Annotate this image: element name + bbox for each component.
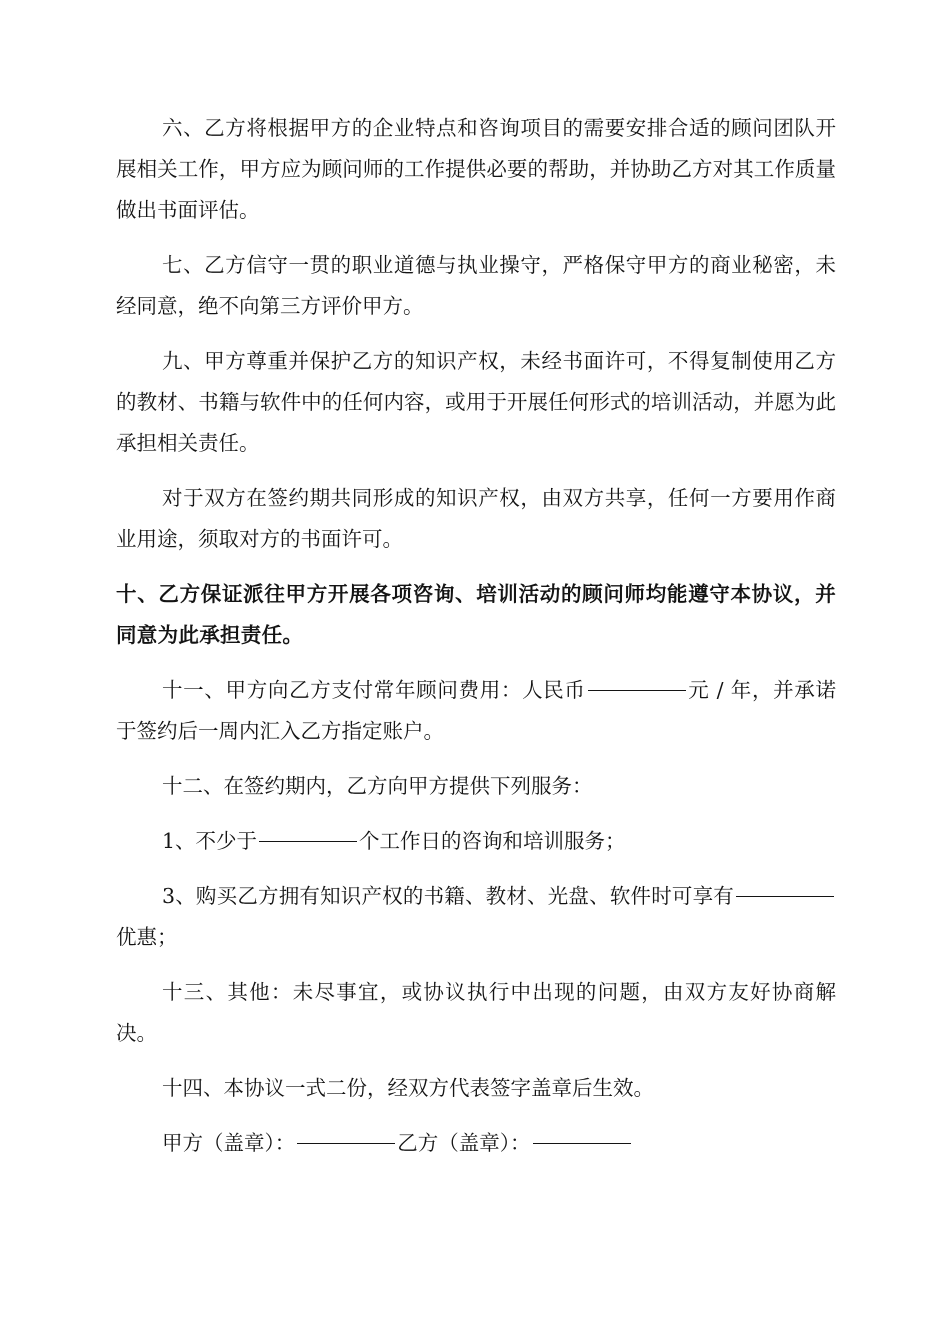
- clause-6: 六、乙方将根据甲方的企业特点和咨询项目的需要安排合适的顾问团队开展相关工作，甲方应为顾问师的工作提供必要的帮助，并协助乙方对其工作质量做出书面评估。: [116, 116, 836, 222]
- clause-14: 十四、本协议一式二份，经双方代表签字盖章后生效。: [162, 1076, 654, 1100]
- clause-13: 十三、其他：未尽事宜，或协议执行中出现的问题，由双方友好协商解决。: [116, 980, 836, 1045]
- service-item-1-text-after: 个工作日的咨询和培训服务；: [359, 829, 626, 853]
- clause-7: 七、乙方信守一贯的职业道德与执业操守，严格保守甲方的商业秘密，未经同意，绝不向第三方评价甲方。: [116, 253, 836, 318]
- signature-line: [116, 1123, 836, 1164]
- service-item-3-text-after: 优惠；: [116, 925, 178, 949]
- party-b-seal-label: 乙方（盖章）：: [397, 1131, 531, 1155]
- clause-11-text-after: 元 / 年，并承诺于签约后一周内汇入乙方指定账户。: [116, 678, 836, 743]
- workdays-blank: [259, 840, 357, 842]
- clause-9: 九、甲方尊重并保护乙方的知识产权，未经书面许可，不得复制使用乙方的教材、书籍与软件中的任何内容，或用于开展任何形式的培训活动，并愿为此承担相关责任。: [116, 349, 836, 455]
- discount-blank: [736, 895, 834, 897]
- clause-10: 十、乙方保证派往甲方开展各项咨询、培训活动的顾问师均能遵守本协议，并同意为此承担责任。: [116, 582, 836, 647]
- service-item-1-text-before: 1、不少于: [162, 829, 258, 853]
- clause-11-text-before: 十一、甲方向乙方支付常年顾问费用：人民币: [162, 678, 586, 702]
- service-item-3-text-before: 3、购买乙方拥有知识产权的书籍、教材、光盘、软件时可享有: [162, 884, 734, 908]
- clause-9-ip-sharing: 对于双方在签约期共同形成的知识产权，由双方共享，任何一方要用作商业用途，须取对方的书面许可。: [116, 486, 836, 551]
- party-a-seal-blank: [297, 1142, 395, 1144]
- clause-12: 十二、在签约期内，乙方向甲方提供下列服务：: [162, 774, 593, 798]
- document-body: [116, 108, 836, 1178]
- fee-amount-blank: [588, 689, 686, 691]
- service-item-1: [116, 821, 836, 862]
- party-b-seal-blank: [533, 1142, 631, 1144]
- clause-11: [116, 670, 836, 752]
- party-a-seal-label: 甲方（盖章）：: [162, 1131, 296, 1155]
- service-item-3: [116, 876, 836, 958]
